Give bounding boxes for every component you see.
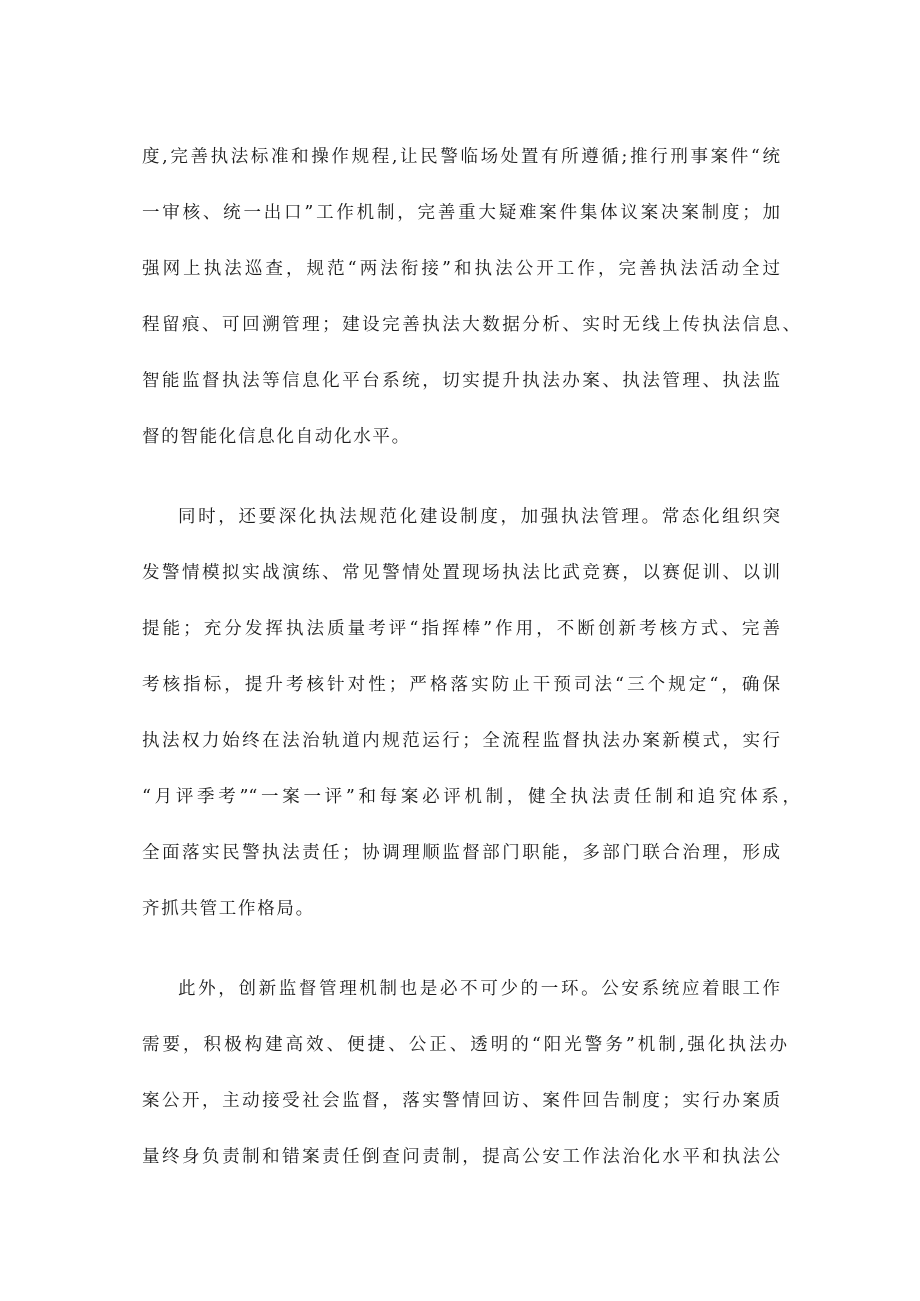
paragraph-line: 智能监督执法等信息化平台系统，切实提升执法办案、执法管理、执法监	[142, 371, 780, 391]
paragraph-line: 齐抓共管工作格局。	[142, 899, 315, 919]
paragraph-line: 提能；充分发挥执法质量考评“指挥棒”作用，不断创新考核方式、完善	[142, 619, 780, 639]
paragraph-line: 执法权力始终在法治轨道内规范运行；全流程监督执法办案新模式，实行	[142, 731, 780, 751]
paragraph-line: 此外，创新监督管理机制也是必不可少的一环。公安系统应着眼工作	[178, 979, 780, 999]
paragraph-line: 发警情模拟实战演练、常见警情处置现场执法比武竞赛，以赛促训、以训	[142, 563, 780, 583]
paragraph-line: 案公开，主动接受社会监督，落实警情回访、案件回告制度；实行办案质	[142, 1091, 780, 1111]
paragraph-line: 考核指标，提升考核针对性；严格落实防止干预司法“三个规定“，确保	[142, 675, 780, 695]
paragraph-line: 全面落实民警执法责任；协调理顺监督部门职能，多部门联合治理，形成	[142, 843, 780, 863]
paragraph-line: 量终身负责制和错案责任倒查问责制，提高公安工作法治化水平和执法公	[142, 1147, 780, 1167]
paragraph-line: 强网上执法巡查，规范“两法衔接”和执法公开工作，完善执法活动全过	[142, 259, 780, 279]
paragraph-line: 督的智能化信息化自动化水平。	[142, 427, 411, 447]
paragraph-line: 需要，积极构建高效、便捷、公正、透明的“阳光警务”机制,强化执法办	[142, 1035, 787, 1055]
paragraph-line: 同时，还要深化执法规范化建设制度，加强执法管理。常态化组织突	[178, 507, 780, 527]
paragraph-line: “月评季考”“一案一评”和每案必评机制，健全执法责任制和追究体系，	[142, 787, 800, 807]
paragraph-line: 度,完善执法标准和操作规程,让民警临场处置有所遵循;推行刑事案件“统	[142, 147, 780, 167]
paragraph-line: 一审核、统一出口”工作机制，完善重大疑难案件集体议案决案制度；加	[142, 203, 780, 223]
paragraph-line: 程留痕、可回溯管理；建设完善执法大数据分析、实时无线上传执法信息、	[142, 315, 800, 335]
